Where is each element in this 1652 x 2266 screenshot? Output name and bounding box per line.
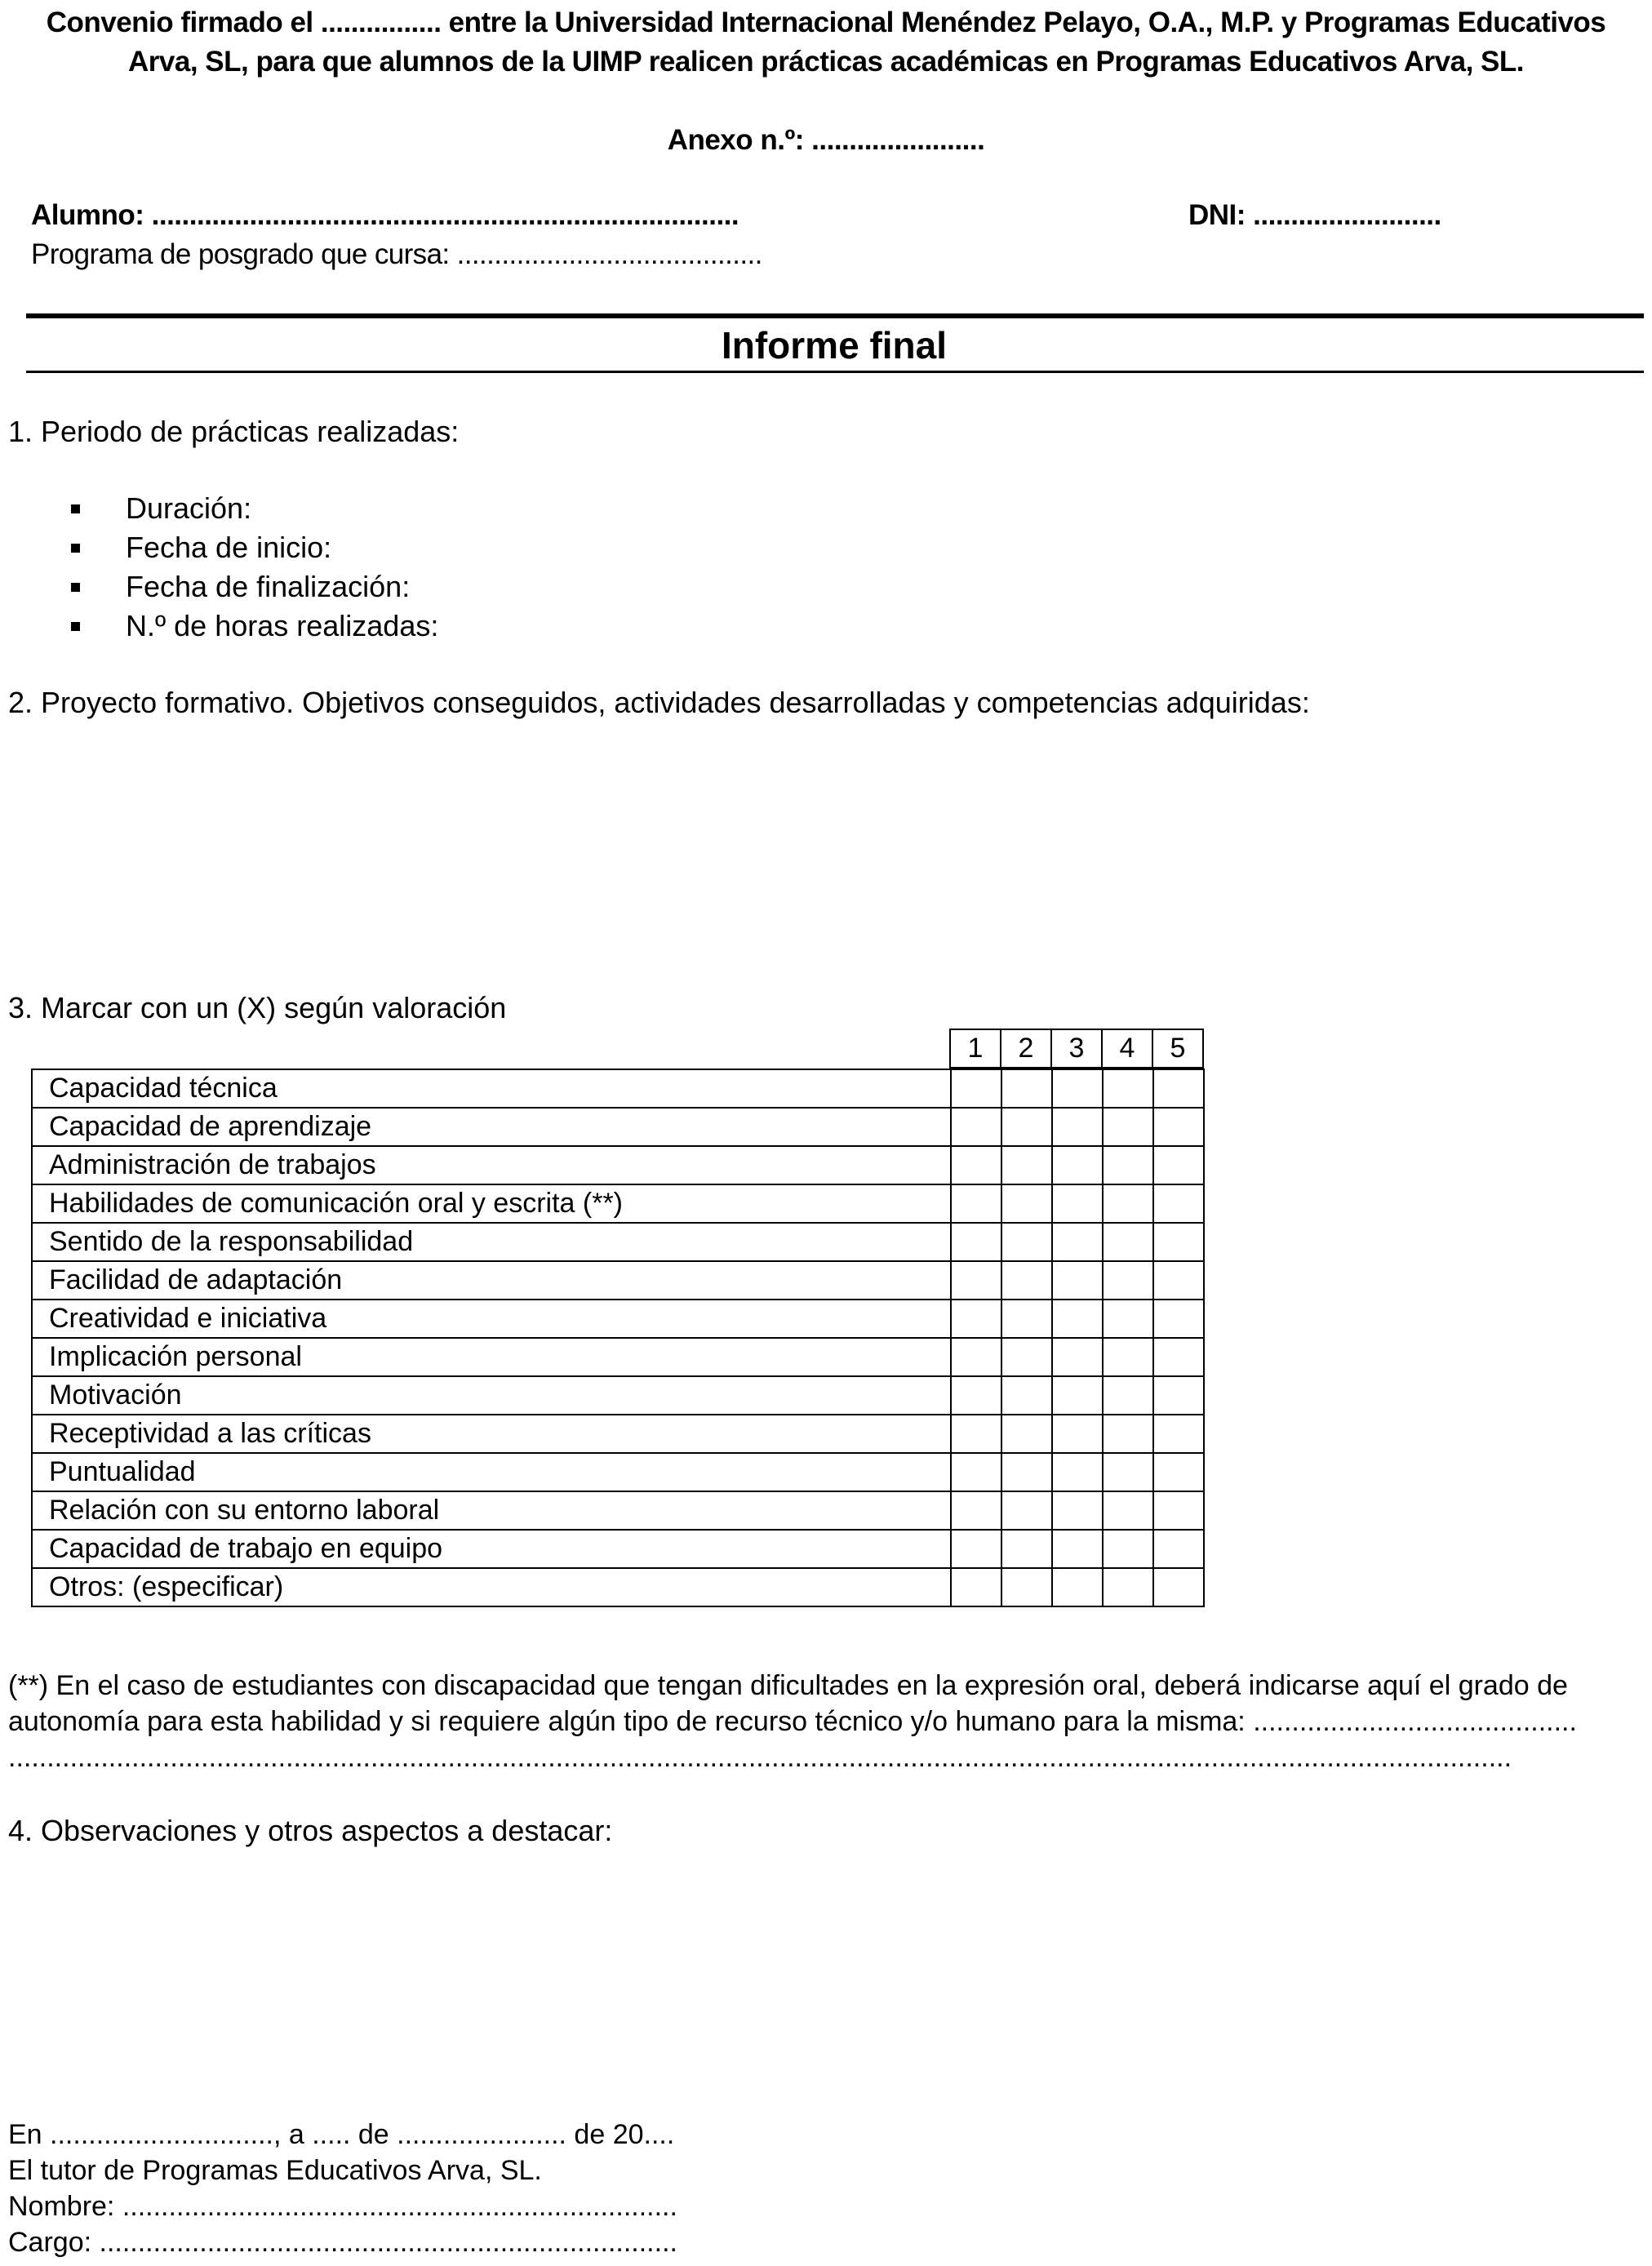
criterion-label: Habilidades de comunicación oral y escrita (**) bbox=[32, 1184, 951, 1223]
title-top-rule bbox=[26, 313, 1644, 318]
rating-cell-4[interactable] bbox=[1103, 1184, 1153, 1223]
rating-cell-5[interactable] bbox=[1153, 1108, 1204, 1146]
end-date-field[interactable]: Fecha de finalización: bbox=[126, 570, 411, 603]
rating-cell-4[interactable] bbox=[1103, 1530, 1153, 1568]
rating-cell-5[interactable] bbox=[1153, 1184, 1204, 1223]
rating-cell-1[interactable] bbox=[951, 1453, 1001, 1491]
rating-cell-1[interactable] bbox=[951, 1108, 1001, 1146]
rating-cell-3[interactable] bbox=[1052, 1223, 1103, 1261]
rating-cell-4[interactable] bbox=[1103, 1300, 1153, 1338]
rating-cell-4[interactable] bbox=[1103, 1453, 1153, 1491]
rating-row bbox=[32, 1415, 1204, 1453]
rating-cell-1[interactable] bbox=[951, 1261, 1001, 1300]
rating-scale-header bbox=[949, 1029, 1204, 1069]
section-2-heading: 2. Proyecto formativo. Objetivos conseguidos, actividades desarrolladas y competencias adquiridas: bbox=[8, 686, 1310, 719]
rating-cell-3[interactable] bbox=[1052, 1568, 1103, 1606]
criterion-label: Sentido de la responsabilidad bbox=[32, 1223, 951, 1261]
rating-cell-1[interactable] bbox=[951, 1338, 1001, 1376]
criterion-label: Capacidad técnica bbox=[32, 1069, 951, 1108]
rating-cell-1[interactable] bbox=[951, 1530, 1001, 1568]
rating-cell-5[interactable] bbox=[1153, 1223, 1204, 1261]
agreement-title-line2: Arva, SL, para que alumnos de la UIMP realicen prácticas académicas en Programas Educativos Arva, SL. bbox=[128, 46, 1524, 78]
rating-cell-2[interactable] bbox=[1001, 1184, 1052, 1223]
criterion-label: Receptividad a las críticas bbox=[32, 1415, 951, 1453]
rating-cell-2[interactable] bbox=[1001, 1453, 1052, 1491]
place-date-field[interactable]: En ............................., a ..... de ...................... de 20.... bbox=[8, 2119, 675, 2150]
rating-row bbox=[32, 1530, 1204, 1568]
rating-row bbox=[32, 1568, 1204, 1606]
rating-row bbox=[32, 1069, 1204, 1108]
hours-completed-field[interactable]: N.º de horas realizadas: bbox=[126, 609, 439, 642]
section-1-heading: 1. Periodo de prácticas realizadas: bbox=[8, 415, 460, 448]
rating-cell-2[interactable] bbox=[1001, 1415, 1052, 1453]
rating-cell-3[interactable] bbox=[1052, 1453, 1103, 1491]
rating-cell-2[interactable] bbox=[1001, 1568, 1052, 1606]
rating-cell-3[interactable] bbox=[1052, 1261, 1103, 1300]
tutor-name-field[interactable]: Nombre: ........................................................................ bbox=[8, 2191, 677, 2222]
page-title: Informe final bbox=[721, 324, 948, 367]
rating-cell-4[interactable] bbox=[1103, 1223, 1153, 1261]
criterion-label: Capacidad de trabajo en equipo bbox=[32, 1530, 951, 1568]
section-3-heading: 3. Marcar con un (X) según valoración bbox=[8, 991, 507, 1024]
criterion-label: Puntualidad bbox=[32, 1453, 951, 1491]
rating-cell-3[interactable] bbox=[1052, 1146, 1103, 1184]
rating-cell-3[interactable] bbox=[1052, 1491, 1103, 1530]
rating-cell-5[interactable] bbox=[1153, 1146, 1204, 1184]
rating-cell-3[interactable] bbox=[1052, 1338, 1103, 1376]
rating-cell-2[interactable] bbox=[1001, 1300, 1052, 1338]
tutor-label: El tutor de Programas Educativos Arva, SL. bbox=[8, 2155, 542, 2186]
rating-cell-5[interactable] bbox=[1153, 1338, 1204, 1376]
rating-cell-1[interactable] bbox=[951, 1568, 1001, 1606]
rating-cell-4[interactable] bbox=[1103, 1108, 1153, 1146]
rating-cell-2[interactable] bbox=[1001, 1491, 1052, 1530]
rating-cell-5[interactable] bbox=[1153, 1530, 1204, 1568]
student-name-field[interactable]: Alumno: .............................................................................. bbox=[31, 199, 739, 231]
criterion-label: Implicación personal bbox=[32, 1338, 951, 1376]
criterion-label: Creatividad e iniciativa bbox=[32, 1300, 951, 1338]
rating-cell-2[interactable] bbox=[1001, 1146, 1052, 1184]
criterion-label: Otros: (especificar) bbox=[32, 1568, 951, 1606]
rating-cell-3[interactable] bbox=[1052, 1069, 1103, 1108]
rating-row bbox=[32, 1108, 1204, 1146]
rating-cell-1[interactable] bbox=[951, 1146, 1001, 1184]
postgraduate-program-field[interactable]: Programa de posgrado que cursa: ......................................... bbox=[31, 238, 762, 270]
agreement-title-line1: Convenio firmado el ................ entre la Universidad Internacional Menéndez Pelayo, O.A., M.P. y Programas Educativos bbox=[46, 7, 1606, 38]
rating-cell-3[interactable] bbox=[1052, 1530, 1103, 1568]
footnote-line-1: (**) En el caso de estudiantes con discapacidad que tengan dificultades en la expresión oral, deberá indicarse aquí el grado de bbox=[8, 1670, 1568, 1701]
rating-cell-2[interactable] bbox=[1001, 1108, 1052, 1146]
rating-row bbox=[32, 1453, 1204, 1491]
rating-cell-1[interactable] bbox=[951, 1223, 1001, 1261]
rating-cell-2[interactable] bbox=[1001, 1338, 1052, 1376]
scale-label-1: 1 bbox=[950, 1029, 1001, 1068]
rating-row bbox=[32, 1261, 1204, 1300]
bullet-icon bbox=[71, 504, 80, 513]
rating-cell-2[interactable] bbox=[1001, 1069, 1052, 1108]
criterion-label: Capacidad de aprendizaje bbox=[32, 1108, 951, 1146]
rating-cell-4[interactable] bbox=[1103, 1376, 1153, 1415]
criterion-label: Motivación bbox=[32, 1376, 951, 1415]
rating-cell-4[interactable] bbox=[1103, 1069, 1153, 1108]
rating-cell-4[interactable] bbox=[1103, 1146, 1153, 1184]
rating-cell-1[interactable] bbox=[951, 1415, 1001, 1453]
rating-cell-2[interactable] bbox=[1001, 1261, 1052, 1300]
rating-cell-3[interactable] bbox=[1052, 1184, 1103, 1223]
rating-row bbox=[32, 1376, 1204, 1415]
rating-row bbox=[32, 1223, 1204, 1261]
scale-label-3: 3 bbox=[1051, 1029, 1102, 1068]
rating-cell-3[interactable] bbox=[1052, 1300, 1103, 1338]
rating-row bbox=[32, 1300, 1204, 1338]
rating-cell-2[interactable] bbox=[1001, 1530, 1052, 1568]
criterion-label: Relación con su entorno laboral bbox=[32, 1491, 951, 1530]
rating-cell-1[interactable] bbox=[951, 1376, 1001, 1415]
rating-cell-4[interactable] bbox=[1103, 1491, 1153, 1530]
rating-table bbox=[31, 1069, 1205, 1607]
rating-cell-1[interactable] bbox=[951, 1491, 1001, 1530]
student-id-field[interactable]: DNI: ......................... bbox=[1188, 199, 1441, 231]
rating-cell-5[interactable] bbox=[1153, 1069, 1204, 1108]
rating-row bbox=[32, 1491, 1204, 1530]
bullet-icon bbox=[71, 544, 80, 553]
duration-field[interactable]: Duración: bbox=[126, 491, 252, 525]
rating-cell-2[interactable] bbox=[1001, 1376, 1052, 1415]
section-4-heading: 4. Observaciones y otros aspectos a destacar: bbox=[8, 1814, 613, 1847]
rating-cell-5[interactable] bbox=[1153, 1491, 1204, 1530]
rating-cell-1[interactable] bbox=[951, 1300, 1001, 1338]
rating-cell-2[interactable] bbox=[1001, 1223, 1052, 1261]
rating-cell-3[interactable] bbox=[1052, 1415, 1103, 1453]
tutor-position-field[interactable]: Cargo: ........................................................................... bbox=[8, 2227, 677, 2258]
rating-row bbox=[32, 1184, 1204, 1223]
rating-cell-5[interactable] bbox=[1153, 1300, 1204, 1338]
observations-answer-area[interactable] bbox=[8, 1861, 1632, 2106]
scale-label-2: 2 bbox=[1001, 1029, 1051, 1068]
scale-label-4: 4 bbox=[1102, 1029, 1152, 1068]
rating-cell-1[interactable] bbox=[951, 1184, 1001, 1223]
rating-cell-5[interactable] bbox=[1153, 1415, 1204, 1453]
footnote-line-2[interactable]: autonomía para esta habilidad y si requiere algún tipo de recurso técnico y/o humano para la misma: .......................................... bbox=[8, 1706, 1577, 1737]
rating-cell-4[interactable] bbox=[1103, 1261, 1153, 1300]
rating-cell-5[interactable] bbox=[1153, 1261, 1204, 1300]
rating-cell-5[interactable] bbox=[1153, 1453, 1204, 1491]
rating-cell-1[interactable] bbox=[951, 1069, 1001, 1108]
title-bottom-rule bbox=[26, 371, 1644, 373]
scale-label-5: 5 bbox=[1152, 1029, 1203, 1068]
training-project-answer-area[interactable] bbox=[8, 735, 1632, 980]
criterion-label: Administración de trabajos bbox=[32, 1146, 951, 1184]
rating-cell-4[interactable] bbox=[1103, 1338, 1153, 1376]
rating-cell-4[interactable] bbox=[1103, 1415, 1153, 1453]
rating-row bbox=[32, 1338, 1204, 1376]
rating-cell-3[interactable] bbox=[1052, 1108, 1103, 1146]
annex-number-field[interactable]: Anexo n.º: ....................... bbox=[667, 124, 985, 156]
criterion-label: Facilidad de adaptación bbox=[32, 1261, 951, 1300]
rating-cell-5[interactable] bbox=[1153, 1376, 1204, 1415]
rating-row bbox=[32, 1146, 1204, 1184]
footnote-line-3[interactable]: ................................................................................................................................................................................................... bbox=[8, 1742, 1512, 1773]
rating-cell-4[interactable] bbox=[1103, 1568, 1153, 1606]
bullet-icon bbox=[71, 583, 80, 592]
start-date-field[interactable]: Fecha de inicio: bbox=[126, 531, 332, 564]
bullet-icon bbox=[71, 622, 80, 631]
rating-cell-3[interactable] bbox=[1052, 1376, 1103, 1415]
rating-cell-5[interactable] bbox=[1153, 1568, 1204, 1606]
